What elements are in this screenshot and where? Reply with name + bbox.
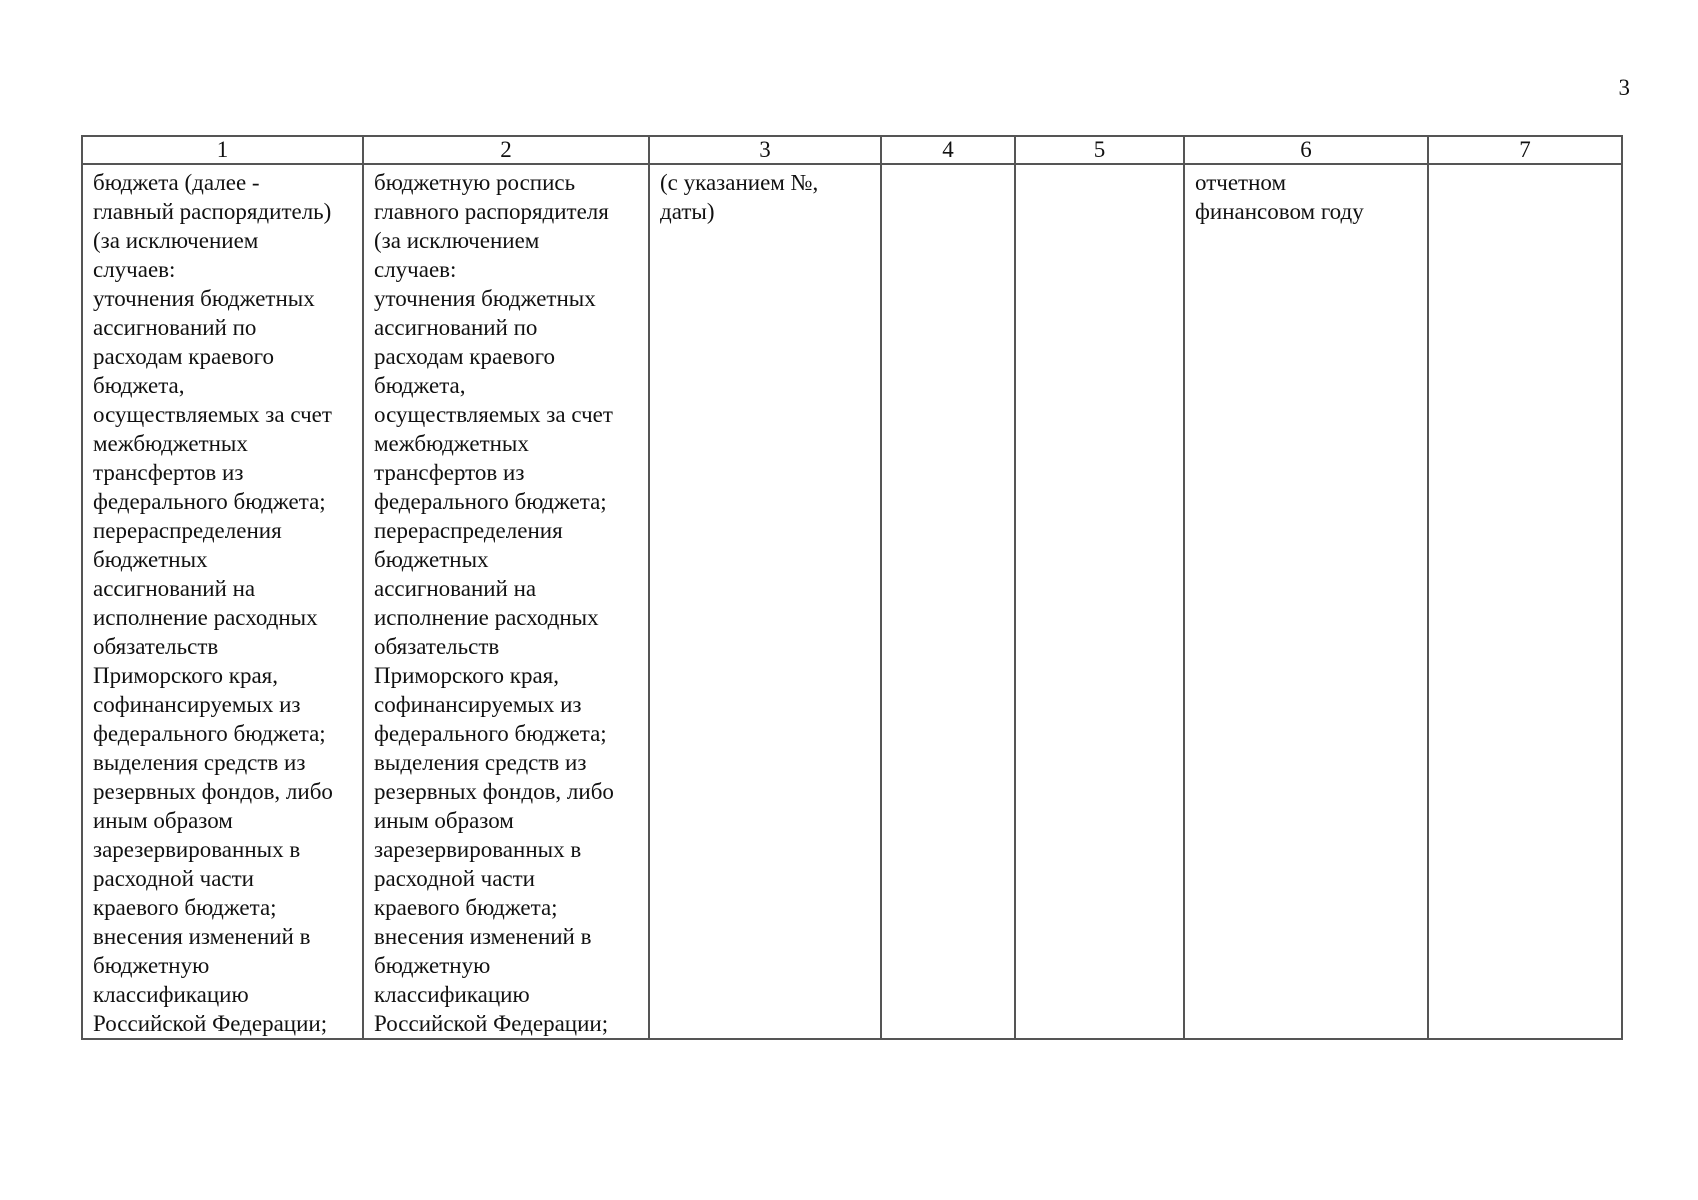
table-cell-col-2: бюджетную роспись главного распорядителя (за исключением случаев: уточнения бюджетных ассигнований по расходам краевого бюджета, осуществляемых за счет межбюджетных трансфертов из федерального бюджета; перераспределения бюджетных ассигнований на исполнение расходных обязательств Приморского края, софинансируемых из федерального бюджета; выделения средств из резервных фондов, либо иным образом зарезервированных в расходной части краевого бюджета; внесения изменений в бюджетную классификацию Российской Федерации;: [363, 164, 649, 1039]
page-number: 3: [1618, 75, 1630, 100]
table-cell-col-6: отчетном финансовом году: [1184, 164, 1428, 1039]
table-cell-col-4: [881, 164, 1015, 1039]
column-header-6: 6: [1184, 136, 1428, 164]
column-header-1: 1: [82, 136, 363, 164]
column-header-5: 5: [1015, 136, 1184, 164]
table-cell-col-3: (с указанием №, даты): [649, 164, 881, 1039]
table-cell-col-7: [1428, 164, 1622, 1039]
column-header-3: 3: [649, 136, 881, 164]
table-row: [82, 164, 1622, 1039]
column-header-7: 7: [1428, 136, 1622, 164]
table-header-row: [82, 136, 1622, 164]
column-header-2: 2: [363, 136, 649, 164]
column-header-4: 4: [881, 136, 1015, 164]
document-table: [81, 135, 1623, 1040]
table-cell-col-5: [1015, 164, 1184, 1039]
table-cell-col-1: бюджета (далее - главный распорядитель) (за исключением случаев: уточнения бюджетных ассигнований по расходам краевого бюджета, осуществляемых за счет межбюджетных трансфертов из федерального бюджета; перераспределения бюджетных ассигнований на исполнение расходных обязательств Приморского края, софинансируемых из федерального бюджета; выделения средств из резервных фондов, либо иным образом зарезервированных в расходной части краевого бюджета; внесения изменений в бюджетную классификацию Российской Федерации;: [82, 164, 363, 1039]
